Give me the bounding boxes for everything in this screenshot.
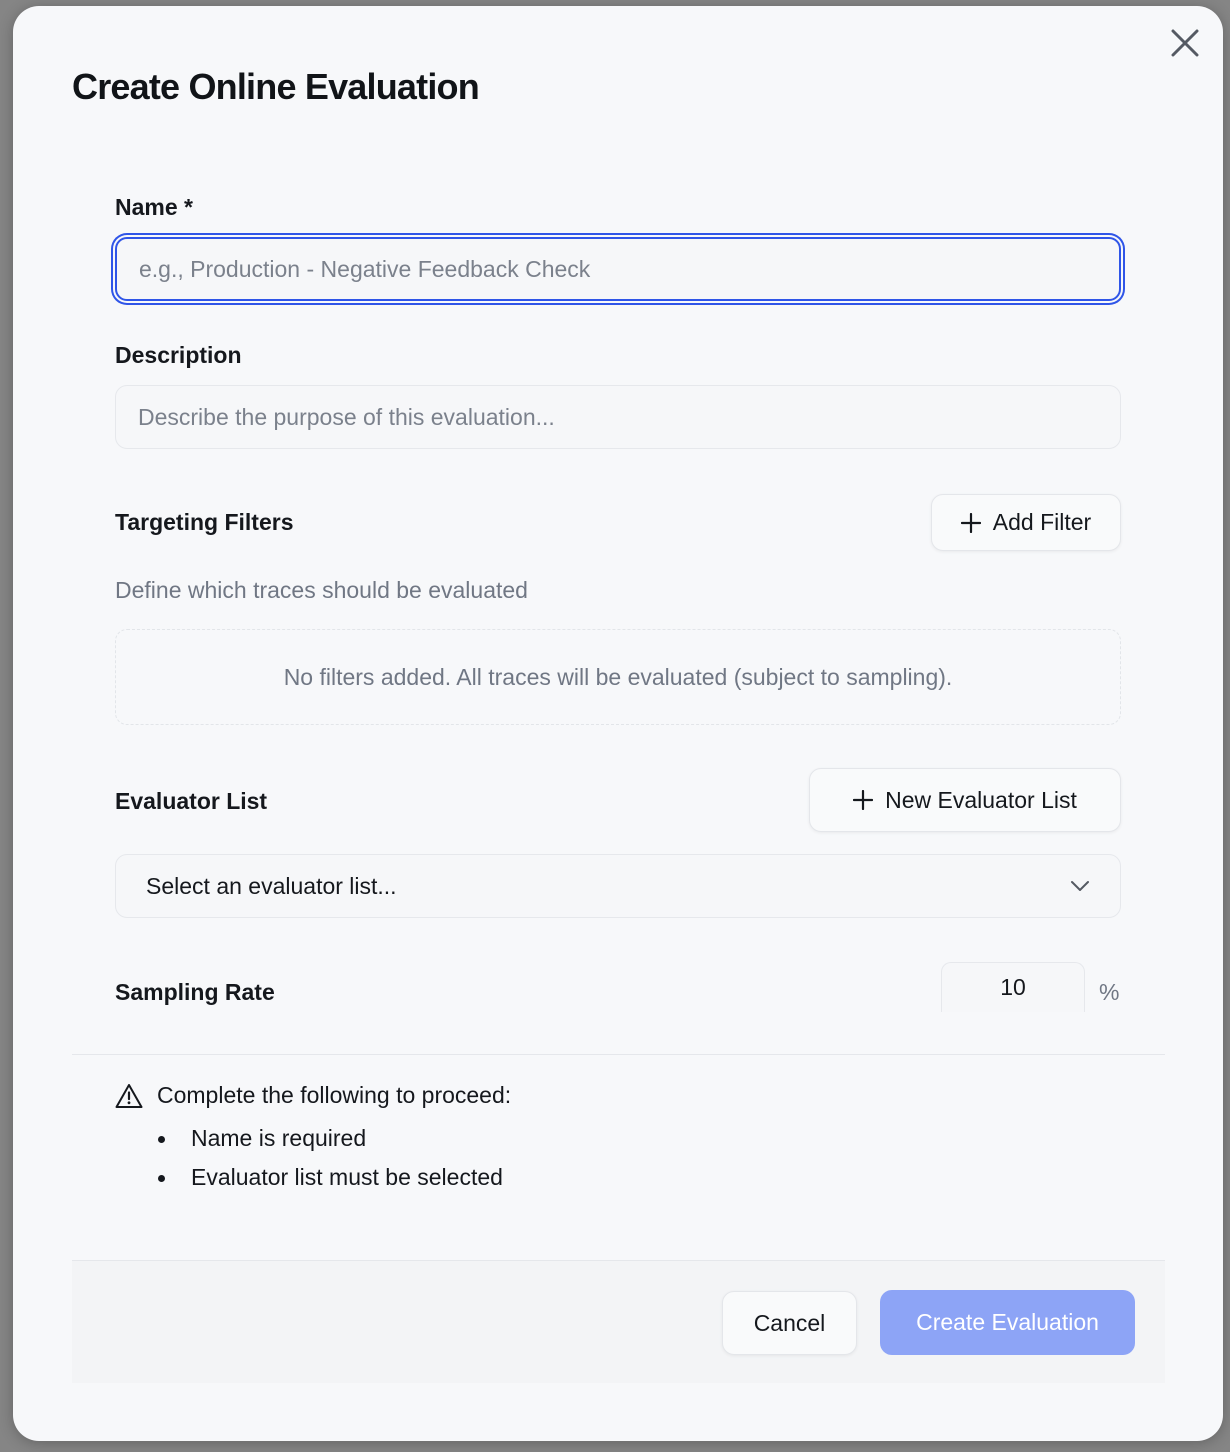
- create-evaluation-dialog: [13, 6, 1223, 1441]
- name-label: Name *: [115, 194, 193, 220]
- targeting-filters-help: Define which traces should be evaluated: [115, 577, 528, 603]
- chevron-down-icon: [1070, 880, 1090, 892]
- plus-icon: [961, 513, 981, 533]
- add-filter-label: Add Filter: [992, 509, 1092, 535]
- validation-item: Evaluator list must be selected: [158, 1158, 503, 1197]
- new-evaluator-list-button[interactable]: [809, 768, 1121, 832]
- filters-empty-state: [115, 629, 1121, 725]
- add-filter-button[interactable]: [931, 494, 1121, 551]
- description-input[interactable]: [115, 385, 1121, 449]
- sampling-rate-label: Sampling Rate: [115, 979, 275, 1005]
- sampling-rate-input[interactable]: [941, 962, 1085, 1012]
- warning-icon: [115, 1083, 143, 1109]
- validation-item: Name is required: [158, 1119, 503, 1158]
- section-divider: [72, 1054, 1165, 1055]
- sampling-rate-unit: %: [1099, 979, 1120, 1005]
- create-evaluation-button[interactable]: [880, 1290, 1135, 1355]
- targeting-filters-label: Targeting Filters: [115, 509, 294, 535]
- name-input[interactable]: [115, 237, 1121, 301]
- plus-icon: [853, 790, 873, 810]
- evaluator-list-select-value: Select an evaluator list...: [146, 872, 397, 899]
- validation-alert: [115, 1082, 511, 1109]
- validation-title: Complete the following to proceed:: [157, 1082, 512, 1108]
- close-icon: [1171, 29, 1199, 57]
- filters-empty-text: No filters added. All traces will be evaluated (subject to sampling).: [283, 663, 953, 690]
- description-label: Description: [115, 342, 242, 368]
- cancel-label: Cancel: [753, 1309, 826, 1336]
- evaluator-list-label: Evaluator List: [115, 788, 268, 814]
- evaluator-list-select[interactable]: [115, 854, 1121, 918]
- close-button[interactable]: [1168, 26, 1202, 60]
- validation-list: [158, 1119, 503, 1197]
- dialog-title: Create Online Evaluation: [72, 66, 479, 107]
- cancel-button[interactable]: [722, 1291, 857, 1355]
- create-evaluation-label: Create Evaluation: [916, 1309, 1099, 1335]
- new-evaluator-list-label: New Evaluator List: [885, 786, 1077, 813]
